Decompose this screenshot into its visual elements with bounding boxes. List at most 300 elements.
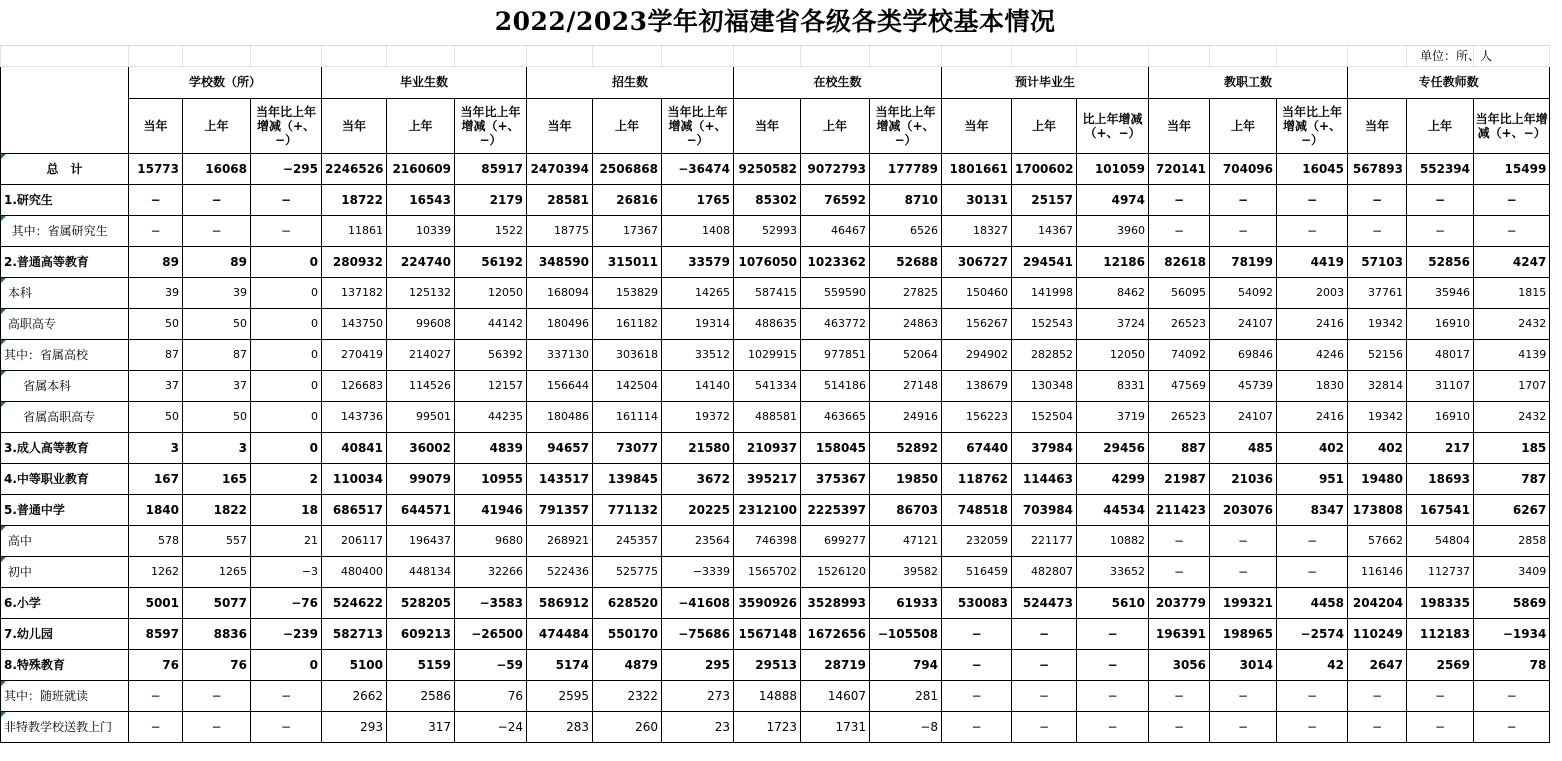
value-cell[interactable]: 16068	[183, 153, 251, 184]
value-cell[interactable]: 27148	[870, 370, 942, 401]
value-cell[interactable]: 46467	[801, 215, 870, 246]
value-cell[interactable]: 156223	[942, 401, 1012, 432]
value-cell[interactable]: 3014	[1210, 649, 1277, 680]
value-cell[interactable]: 2586	[387, 680, 455, 711]
value-cell[interactable]: 485	[1210, 432, 1277, 463]
value-cell[interactable]: −	[1277, 184, 1348, 215]
row-label[interactable]	[1, 215, 129, 246]
row-label[interactable]	[1, 277, 129, 308]
value-cell[interactable]: −3583	[455, 587, 527, 618]
value-cell[interactable]: 463772	[801, 308, 870, 339]
row-label[interactable]	[1, 370, 129, 401]
value-cell[interactable]: 180496	[527, 308, 593, 339]
value-cell[interactable]: 10882	[1077, 525, 1149, 556]
value-cell[interactable]: 54804	[1407, 525, 1474, 556]
value-cell[interactable]: 578	[129, 525, 183, 556]
value-cell[interactable]: 167	[129, 463, 183, 494]
value-cell[interactable]: −	[1474, 184, 1550, 215]
value-cell[interactable]: 89	[129, 246, 183, 277]
value-cell[interactable]: 6267	[1474, 494, 1550, 525]
empty-cell[interactable]	[527, 45, 593, 66]
value-cell[interactable]: 0	[251, 308, 322, 339]
value-cell[interactable]: 402	[1277, 432, 1348, 463]
value-cell[interactable]: 11861	[322, 215, 387, 246]
value-cell[interactable]: 31107	[1407, 370, 1474, 401]
value-cell[interactable]: 185	[1474, 432, 1550, 463]
value-cell[interactable]: 210937	[734, 432, 801, 463]
value-cell[interactable]: 87	[183, 339, 251, 370]
value-cell[interactable]: 4299	[1077, 463, 1149, 494]
value-cell[interactable]: 0	[251, 339, 322, 370]
value-cell[interactable]: −1934	[1474, 618, 1550, 649]
value-cell[interactable]: 18693	[1407, 463, 1474, 494]
value-cell[interactable]: −	[129, 711, 183, 742]
value-cell[interactable]: 232059	[942, 525, 1012, 556]
value-cell[interactable]: −59	[455, 649, 527, 680]
value-cell[interactable]: 0	[251, 432, 322, 463]
value-cell[interactable]: 474484	[527, 618, 593, 649]
empty-cell[interactable]	[455, 45, 527, 66]
empty-cell[interactable]	[1277, 45, 1348, 66]
value-cell[interactable]: 50	[183, 401, 251, 432]
value-cell[interactable]: 5869	[1474, 587, 1550, 618]
value-cell[interactable]: 5077	[183, 587, 251, 618]
value-cell[interactable]: −	[1407, 215, 1474, 246]
value-cell[interactable]: 270419	[322, 339, 387, 370]
value-cell[interactable]: 699277	[801, 525, 870, 556]
value-cell[interactable]: 644571	[387, 494, 455, 525]
value-cell[interactable]: 82618	[1149, 246, 1210, 277]
value-cell[interactable]: 703984	[1012, 494, 1077, 525]
value-cell[interactable]: 2647	[1348, 649, 1407, 680]
value-cell[interactable]: 76	[129, 649, 183, 680]
value-cell[interactable]: −	[1348, 680, 1407, 711]
value-cell[interactable]: −	[251, 215, 322, 246]
value-cell[interactable]: 273	[662, 680, 734, 711]
value-cell[interactable]: 482807	[1012, 556, 1077, 587]
value-cell[interactable]: −	[1012, 618, 1077, 649]
value-cell[interactable]: −	[251, 184, 322, 215]
value-cell[interactable]: −	[1077, 649, 1149, 680]
value-cell[interactable]: 126683	[322, 370, 387, 401]
value-cell[interactable]: 196391	[1149, 618, 1210, 649]
value-cell[interactable]: 3056	[1149, 649, 1210, 680]
value-cell[interactable]: 5610	[1077, 587, 1149, 618]
value-cell[interactable]: −	[1407, 711, 1474, 742]
value-cell[interactable]: 14888	[734, 680, 801, 711]
value-cell[interactable]: 33512	[662, 339, 734, 370]
value-cell[interactable]: 1265	[183, 556, 251, 587]
value-cell[interactable]: 14367	[1012, 215, 1077, 246]
value-cell[interactable]: 37984	[1012, 432, 1077, 463]
value-cell[interactable]: 47569	[1149, 370, 1210, 401]
value-cell[interactable]: −	[129, 680, 183, 711]
value-cell[interactable]: 15499	[1474, 153, 1550, 184]
value-cell[interactable]: −	[942, 711, 1012, 742]
value-cell[interactable]: 794	[870, 649, 942, 680]
value-cell[interactable]: 143736	[322, 401, 387, 432]
value-cell[interactable]: 89	[183, 246, 251, 277]
value-cell[interactable]: 0	[251, 370, 322, 401]
value-cell[interactable]: 26523	[1149, 401, 1210, 432]
value-cell[interactable]: 746398	[734, 525, 801, 556]
value-cell[interactable]: 39582	[870, 556, 942, 587]
value-cell[interactable]: 1840	[129, 494, 183, 525]
value-cell[interactable]: 306727	[942, 246, 1012, 277]
value-cell[interactable]: 268921	[527, 525, 593, 556]
value-cell[interactable]: 1672656	[801, 618, 870, 649]
value-cell[interactable]: 567893	[1348, 153, 1407, 184]
value-cell[interactable]: 142504	[593, 370, 662, 401]
value-cell[interactable]: −24	[455, 711, 527, 742]
value-cell[interactable]: 1707	[1474, 370, 1550, 401]
value-cell[interactable]: 9680	[455, 525, 527, 556]
row-label[interactable]	[1, 184, 129, 215]
value-cell[interactable]: 214027	[387, 339, 455, 370]
value-cell[interactable]: 203076	[1210, 494, 1277, 525]
value-cell[interactable]: 3719	[1077, 401, 1149, 432]
value-cell[interactable]: 586912	[527, 587, 593, 618]
value-cell[interactable]: −	[1348, 711, 1407, 742]
value-cell[interactable]: 47121	[870, 525, 942, 556]
value-cell[interactable]: 3409	[1474, 556, 1550, 587]
value-cell[interactable]: 5100	[322, 649, 387, 680]
value-cell[interactable]: 41946	[455, 494, 527, 525]
value-cell[interactable]: −	[129, 215, 183, 246]
value-cell[interactable]: −	[1474, 680, 1550, 711]
value-cell[interactable]: −	[1210, 556, 1277, 587]
value-cell[interactable]: −	[1012, 711, 1077, 742]
value-cell[interactable]: −	[1348, 184, 1407, 215]
empty-cell[interactable]	[801, 45, 870, 66]
value-cell[interactable]: 557	[183, 525, 251, 556]
value-cell[interactable]: 787	[1474, 463, 1550, 494]
value-cell[interactable]: 559590	[801, 277, 870, 308]
value-cell[interactable]: 2416	[1277, 401, 1348, 432]
value-cell[interactable]: −75686	[662, 618, 734, 649]
value-cell[interactable]: 530083	[942, 587, 1012, 618]
row-label[interactable]	[1, 556, 129, 587]
empty-cell[interactable]	[1012, 45, 1077, 66]
value-cell[interactable]: 14140	[662, 370, 734, 401]
value-cell[interactable]: 587415	[734, 277, 801, 308]
value-cell[interactable]: 161114	[593, 401, 662, 432]
value-cell[interactable]: −	[1210, 215, 1277, 246]
value-cell[interactable]: −	[129, 184, 183, 215]
value-cell[interactable]: 12050	[1077, 339, 1149, 370]
value-cell[interactable]: 480400	[322, 556, 387, 587]
value-cell[interactable]: −	[1474, 711, 1550, 742]
value-cell[interactable]: 32814	[1348, 370, 1407, 401]
row-label[interactable]	[1, 432, 129, 463]
value-cell[interactable]: 52856	[1407, 246, 1474, 277]
value-cell[interactable]: 8710	[870, 184, 942, 215]
value-cell[interactable]: 196437	[387, 525, 455, 556]
value-cell[interactable]: 2662	[322, 680, 387, 711]
value-cell[interactable]: 18722	[322, 184, 387, 215]
value-cell[interactable]: 1262	[129, 556, 183, 587]
value-cell[interactable]: 112183	[1407, 618, 1474, 649]
value-cell[interactable]: −76	[251, 587, 322, 618]
value-cell[interactable]: 99501	[387, 401, 455, 432]
empty-cell[interactable]	[734, 45, 801, 66]
value-cell[interactable]: −	[942, 680, 1012, 711]
value-cell[interactable]: 1522	[455, 215, 527, 246]
value-cell[interactable]: 217	[1407, 432, 1474, 463]
value-cell[interactable]: 52064	[870, 339, 942, 370]
value-cell[interactable]: 1723	[734, 711, 801, 742]
empty-cell[interactable]	[1149, 45, 1210, 66]
value-cell[interactable]: 125132	[387, 277, 455, 308]
row-label[interactable]	[1, 494, 129, 525]
value-cell[interactable]: 0	[251, 277, 322, 308]
value-cell[interactable]: 30131	[942, 184, 1012, 215]
row-label[interactable]	[1, 339, 129, 370]
value-cell[interactable]: −	[1149, 184, 1210, 215]
value-cell[interactable]: −	[1407, 680, 1474, 711]
value-cell[interactable]: 3672	[662, 463, 734, 494]
value-cell[interactable]: 395217	[734, 463, 801, 494]
value-cell[interactable]: 524622	[322, 587, 387, 618]
value-cell[interactable]: 16910	[1407, 401, 1474, 432]
value-cell[interactable]: 1565702	[734, 556, 801, 587]
value-cell[interactable]: 56192	[455, 246, 527, 277]
value-cell[interactable]: 32266	[455, 556, 527, 587]
value-cell[interactable]: 8331	[1077, 370, 1149, 401]
value-cell[interactable]: 2322	[593, 680, 662, 711]
value-cell[interactable]: 76592	[801, 184, 870, 215]
value-cell[interactable]: 221177	[1012, 525, 1077, 556]
value-cell[interactable]: 1408	[662, 215, 734, 246]
value-cell[interactable]: 5159	[387, 649, 455, 680]
value-cell[interactable]: 3	[129, 432, 183, 463]
value-cell[interactable]: −	[1149, 215, 1210, 246]
value-cell[interactable]: 57103	[1348, 246, 1407, 277]
row-label[interactable]	[1, 246, 129, 277]
value-cell[interactable]: 25157	[1012, 184, 1077, 215]
value-cell[interactable]: 21	[251, 525, 322, 556]
value-cell[interactable]: 524473	[1012, 587, 1077, 618]
value-cell[interactable]: 1029915	[734, 339, 801, 370]
value-cell[interactable]: 2	[251, 463, 322, 494]
value-cell[interactable]: 141998	[1012, 277, 1077, 308]
value-cell[interactable]: 114463	[1012, 463, 1077, 494]
value-cell[interactable]: 78	[1474, 649, 1550, 680]
value-cell[interactable]: −	[1474, 215, 1550, 246]
value-cell[interactable]: 14607	[801, 680, 870, 711]
value-cell[interactable]: 1830	[1277, 370, 1348, 401]
value-cell[interactable]: 448134	[387, 556, 455, 587]
value-cell[interactable]: −26500	[455, 618, 527, 649]
value-cell[interactable]: 44235	[455, 401, 527, 432]
value-cell[interactable]: −	[942, 649, 1012, 680]
value-cell[interactable]: 143517	[527, 463, 593, 494]
empty-cell[interactable]	[1210, 45, 1277, 66]
value-cell[interactable]: 177789	[870, 153, 942, 184]
value-cell[interactable]: −	[1210, 184, 1277, 215]
value-cell[interactable]: 402	[1348, 432, 1407, 463]
value-cell[interactable]: 5001	[129, 587, 183, 618]
value-cell[interactable]: 33652	[1077, 556, 1149, 587]
value-cell[interactable]: −	[183, 711, 251, 742]
value-cell[interactable]: 24863	[870, 308, 942, 339]
value-cell[interactable]: 206117	[322, 525, 387, 556]
value-cell[interactable]: −	[942, 618, 1012, 649]
value-cell[interactable]: 19342	[1348, 308, 1407, 339]
value-cell[interactable]: 514186	[801, 370, 870, 401]
value-cell[interactable]: 110034	[322, 463, 387, 494]
value-cell[interactable]: 2506868	[593, 153, 662, 184]
row-label[interactable]	[1, 587, 129, 618]
value-cell[interactable]: 2225397	[801, 494, 870, 525]
value-cell[interactable]: 54092	[1210, 277, 1277, 308]
value-cell[interactable]: 69846	[1210, 339, 1277, 370]
value-cell[interactable]: 199321	[1210, 587, 1277, 618]
value-cell[interactable]: 348590	[527, 246, 593, 277]
value-cell[interactable]: 138679	[942, 370, 1012, 401]
value-cell[interactable]: 139845	[593, 463, 662, 494]
value-cell[interactable]: 4458	[1277, 587, 1348, 618]
value-cell[interactable]: 78199	[1210, 246, 1277, 277]
value-cell[interactable]: 44534	[1077, 494, 1149, 525]
value-cell[interactable]: 317	[387, 711, 455, 742]
value-cell[interactable]: 10955	[455, 463, 527, 494]
value-cell[interactable]: 1526120	[801, 556, 870, 587]
value-cell[interactable]: −	[1012, 649, 1077, 680]
value-cell[interactable]: 24107	[1210, 401, 1277, 432]
value-cell[interactable]: −	[183, 215, 251, 246]
value-cell[interactable]: −36474	[662, 153, 734, 184]
value-cell[interactable]: 2246526	[322, 153, 387, 184]
value-cell[interactable]: 198965	[1210, 618, 1277, 649]
value-cell[interactable]: 45739	[1210, 370, 1277, 401]
value-cell[interactable]: 2003	[1277, 277, 1348, 308]
value-cell[interactable]: 12157	[455, 370, 527, 401]
value-cell[interactable]: 295	[662, 649, 734, 680]
value-cell[interactable]: 40841	[322, 432, 387, 463]
empty-cell[interactable]	[870, 45, 942, 66]
value-cell[interactable]: 582713	[322, 618, 387, 649]
value-cell[interactable]: −	[1210, 680, 1277, 711]
value-cell[interactable]: −105508	[870, 618, 942, 649]
value-cell[interactable]: 375367	[801, 463, 870, 494]
value-cell[interactable]: 161182	[593, 308, 662, 339]
value-cell[interactable]: −	[1077, 711, 1149, 742]
value-cell[interactable]: 56095	[1149, 277, 1210, 308]
value-cell[interactable]: 2312100	[734, 494, 801, 525]
value-cell[interactable]: −	[1012, 680, 1077, 711]
value-cell[interactable]: 167541	[1407, 494, 1474, 525]
value-cell[interactable]: 3960	[1077, 215, 1149, 246]
row-label[interactable]	[1, 525, 129, 556]
row-label[interactable]	[1, 153, 129, 184]
value-cell[interactable]: 19372	[662, 401, 734, 432]
value-cell[interactable]: 1076050	[734, 246, 801, 277]
empty-cell[interactable]	[1077, 45, 1149, 66]
value-cell[interactable]: −	[183, 184, 251, 215]
value-cell[interactable]: 3	[183, 432, 251, 463]
value-cell[interactable]: 165	[183, 463, 251, 494]
value-cell[interactable]: 50	[183, 308, 251, 339]
value-cell[interactable]: 1815	[1474, 277, 1550, 308]
value-cell[interactable]: 28719	[801, 649, 870, 680]
value-cell[interactable]: 8597	[129, 618, 183, 649]
row-label[interactable]	[1, 401, 129, 432]
value-cell[interactable]: −3	[251, 556, 322, 587]
value-cell[interactable]: 28581	[527, 184, 593, 215]
value-cell[interactable]: 156267	[942, 308, 1012, 339]
row-label[interactable]	[1, 463, 129, 494]
value-cell[interactable]: −	[1407, 184, 1474, 215]
value-cell[interactable]: −41608	[662, 587, 734, 618]
empty-cell[interactable]	[322, 45, 387, 66]
value-cell[interactable]: −	[1348, 215, 1407, 246]
value-cell[interactable]: 74092	[1149, 339, 1210, 370]
value-cell[interactable]: −2574	[1277, 618, 1348, 649]
value-cell[interactable]: 19850	[870, 463, 942, 494]
value-cell[interactable]: 35946	[1407, 277, 1474, 308]
value-cell[interactable]: 282852	[1012, 339, 1077, 370]
value-cell[interactable]: 168094	[527, 277, 593, 308]
value-cell[interactable]: 76	[183, 649, 251, 680]
value-cell[interactable]: −	[1210, 525, 1277, 556]
value-cell[interactable]: 21036	[1210, 463, 1277, 494]
value-cell[interactable]: 315011	[593, 246, 662, 277]
value-cell[interactable]: 26816	[593, 184, 662, 215]
value-cell[interactable]: 118762	[942, 463, 1012, 494]
value-cell[interactable]: 488581	[734, 401, 801, 432]
value-cell[interactable]: 21987	[1149, 463, 1210, 494]
value-cell[interactable]: 52993	[734, 215, 801, 246]
value-cell[interactable]: 3528993	[801, 587, 870, 618]
value-cell[interactable]: 771132	[593, 494, 662, 525]
value-cell[interactable]: 2432	[1474, 401, 1550, 432]
value-cell[interactable]: 977851	[801, 339, 870, 370]
value-cell[interactable]: 0	[251, 401, 322, 432]
value-cell[interactable]: 9072793	[801, 153, 870, 184]
value-cell[interactable]: 609213	[387, 618, 455, 649]
value-cell[interactable]: 67440	[942, 432, 1012, 463]
value-cell[interactable]: 152504	[1012, 401, 1077, 432]
value-cell[interactable]: 16543	[387, 184, 455, 215]
value-cell[interactable]: 4246	[1277, 339, 1348, 370]
value-cell[interactable]: −239	[251, 618, 322, 649]
value-cell[interactable]: 0	[251, 649, 322, 680]
value-cell[interactable]: 8836	[183, 618, 251, 649]
value-cell[interactable]: 4879	[593, 649, 662, 680]
value-cell[interactable]: 19342	[1348, 401, 1407, 432]
value-cell[interactable]: 21580	[662, 432, 734, 463]
value-cell[interactable]: 52892	[870, 432, 942, 463]
value-cell[interactable]: 19314	[662, 308, 734, 339]
value-cell[interactable]: 463665	[801, 401, 870, 432]
empty-cell[interactable]	[1348, 45, 1407, 66]
value-cell[interactable]: 4839	[455, 432, 527, 463]
value-cell[interactable]: 85917	[455, 153, 527, 184]
value-cell[interactable]: 39	[129, 277, 183, 308]
value-cell[interactable]: 112737	[1407, 556, 1474, 587]
value-cell[interactable]: 2160609	[387, 153, 455, 184]
value-cell[interactable]: 337130	[527, 339, 593, 370]
value-cell[interactable]: 33579	[662, 246, 734, 277]
value-cell[interactable]: −	[1149, 525, 1210, 556]
value-cell[interactable]: 15773	[129, 153, 183, 184]
value-cell[interactable]: 2179	[455, 184, 527, 215]
value-cell[interactable]: −	[251, 711, 322, 742]
value-cell[interactable]: 951	[1277, 463, 1348, 494]
value-cell[interactable]: 24916	[870, 401, 942, 432]
value-cell[interactable]: −3339	[662, 556, 734, 587]
